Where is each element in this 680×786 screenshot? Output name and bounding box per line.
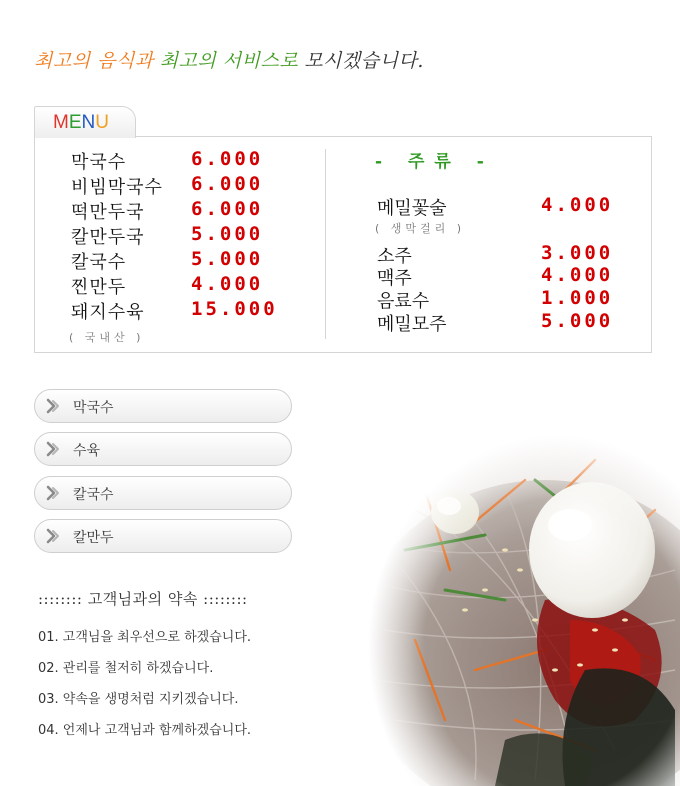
menu-letter-e: E (68, 112, 82, 133)
slogan-part-2: 최고의 서비스로 (159, 50, 299, 72)
drink-item-name: 음료수 (377, 291, 430, 312)
nav-button-label: 막국수 (73, 400, 114, 416)
food-item-name: 막국수 (71, 152, 127, 173)
promise-item: 04. 언제나 고객님과 함께하겠습니다. (38, 723, 252, 738)
drink-sub-note: ( 생막걸리 ) (375, 222, 466, 235)
food-item-price: 6.000 (191, 173, 264, 195)
slogan (34, 46, 430, 73)
promise-item: 01. 고객님을 최우선으로 하겠습니다. (38, 630, 252, 645)
food-item-price: 4.000 (191, 273, 264, 295)
drink-item-name: 메밀모주 (377, 314, 447, 335)
food-item-price: 5.000 (191, 248, 264, 270)
food-item-price: 6.000 (191, 148, 264, 170)
double-chevron-right-icon (45, 527, 63, 545)
makguksu-photo (355, 420, 680, 786)
origin-note: ( 국내산 ) (69, 331, 145, 344)
food-item-name: 칼만두국 (71, 227, 145, 248)
nav-button-label: 수육 (73, 443, 101, 459)
double-chevron-right-icon (45, 440, 63, 458)
nav-button-kalmandu[interactable] (34, 519, 292, 553)
nav-button-label: 칼국수 (73, 487, 114, 503)
promise-item: 02. 관리를 철저히 하겠습니다. (38, 661, 214, 676)
food-item-price: 6.000 (191, 198, 264, 220)
food-item-name: 칼국수 (71, 252, 127, 273)
promise-item: 03. 약속을 생명처럼 지키겠습니다. (38, 692, 239, 707)
food-item-name: 돼지수육 (71, 302, 145, 323)
food-item-name: 찐만두 (71, 277, 127, 298)
drink-item-name: 메밀꽃술 (377, 198, 447, 219)
double-chevron-right-icon (45, 484, 63, 502)
drink-item-name: 소주 (377, 246, 412, 267)
food-item-price: 15.000 (191, 298, 278, 320)
menu-divider (325, 149, 326, 339)
nav-button-suyuk[interactable] (34, 432, 292, 466)
menu-letter-m: M (53, 112, 69, 133)
menu-letter-n: N (81, 112, 96, 133)
drinks-heading: - 주류 - (375, 152, 494, 172)
slogan-part-1: 최고의 음식과 (34, 50, 154, 72)
nav-button-label: 칼만두 (73, 530, 114, 546)
food-item-price: 5.000 (191, 223, 264, 245)
drink-item-name: 맥주 (377, 268, 412, 289)
food-item-name: 떡만두국 (71, 202, 145, 223)
drink-item-price: 4.000 (541, 194, 614, 216)
drink-item-price: 4.000 (541, 264, 614, 286)
drink-item-price: 1.000 (541, 287, 614, 309)
menu-tab (34, 106, 136, 138)
drink-item-price: 3.000 (541, 242, 614, 264)
double-chevron-right-icon (45, 397, 63, 415)
menu-board (34, 136, 652, 353)
nav-button-makguksu[interactable] (34, 389, 292, 423)
menu-letter-u: U (95, 112, 109, 133)
food-item-name: 비빔막국수 (71, 177, 163, 198)
drink-item-price: 5.000 (541, 310, 614, 332)
promise-title: :::::::: 고객님과의 약속 :::::::: (38, 590, 248, 608)
slogan-part-3: 모시겠습니다. (304, 50, 424, 72)
menu-tab-label (53, 112, 109, 134)
nav-button-kalguksu[interactable] (34, 476, 292, 510)
